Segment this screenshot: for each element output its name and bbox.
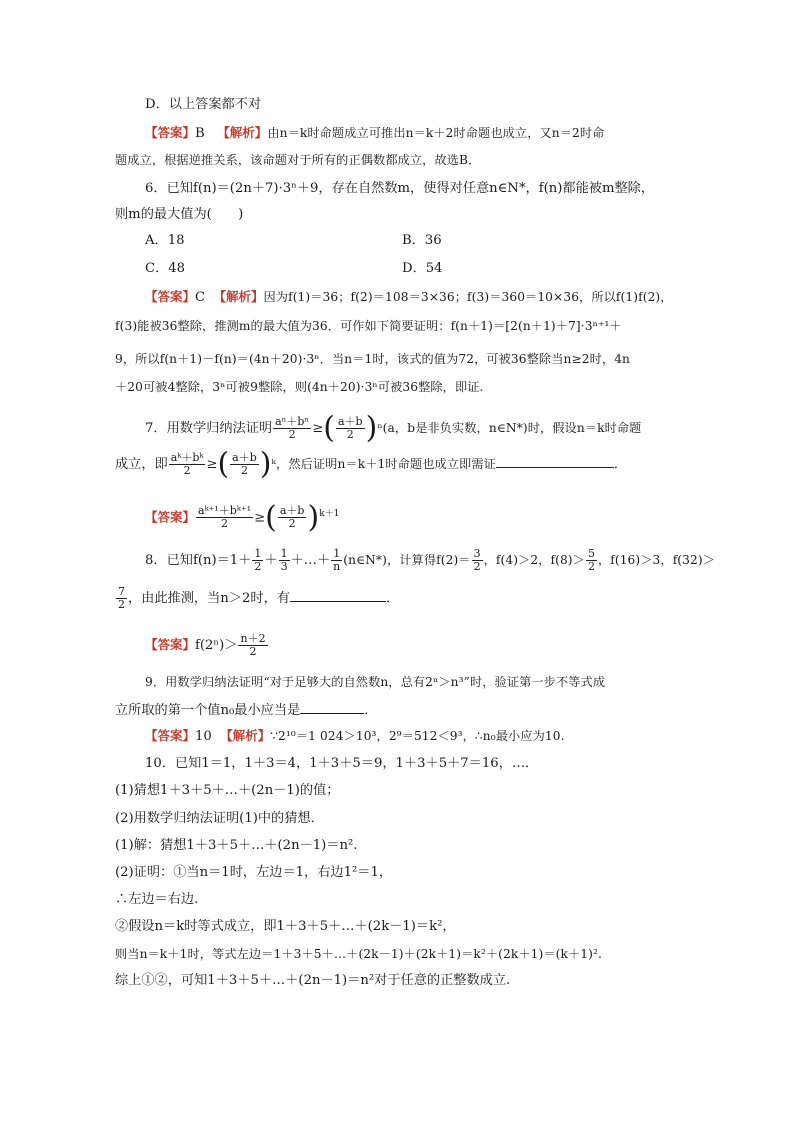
fraction: $\frac{a+b}{2}$ (337, 415, 363, 441)
q5-analysis-cont: 题成立，根据逆推关系，该命题对于所有的正偶数都成立，故选B． (115, 153, 481, 167)
fraction: $\frac{a+b}{2}$ (232, 451, 257, 477)
q10-proof-3: ②假设n＝k时等式成立，即1＋3＋5＋…＋(2k－1)＝k²， (115, 919, 456, 934)
answer-tag: 【答案】 (145, 509, 196, 525)
q10-part1: (1)猜想1＋3＋5＋…＋(2n－1)的值； (115, 783, 340, 798)
q6-answer-line: 【答案】C 【解析】因为f(1)＝36；f(2)＝108＝3×36；f(3)＝360＝10×36，所以f(1)f(2)， (145, 289, 673, 305)
fraction: $\frac{3}{2}$ (473, 547, 481, 573)
q6-analysis-3: 9，所以f(n＋1)－f(n)＝(4n＋20)·3ⁿ．当n＝1时，该式的值为72，可被36整除当n≥2时，4n (115, 352, 630, 366)
answer-tag: 【答案】 (145, 728, 196, 743)
fraction: $\frac{1}{2}$ (254, 547, 262, 573)
fraction: $\frac{\text{aᵏ⁺¹＋bᵏ⁺¹}}{2}$ (198, 504, 252, 531)
q6-analysis-4: ＋20可被4整除，3ⁿ可被9整除，则(4n＋20)·3ⁿ可被36整除，即证. (115, 380, 484, 394)
q10-solution-1: (1)解：猜想1＋3＋5＋…＋(2n－1)＝n². (115, 838, 358, 853)
q7-answer-line: 【答案】 $\frac{\text{aᵏ⁺¹＋bᵏ⁺¹}}{2}$ ≥( $\frac{a+b}{2}$ )$^{k+1}$ (145, 499, 340, 535)
q6-option-b: B．36 (402, 233, 442, 248)
q6-stem-2: 则m的最大值为( ) (115, 207, 244, 222)
q7-stem-2: 成立，即 $\frac{\text{aᵏ＋bᵏ}}{2}$ ≥( $\frac{a+b}{2}$ )ᵏ，然后证明n＝k＋1时命题也成立即需证 ． (115, 446, 628, 482)
fraction: $\frac{\text{aⁿ＋bⁿ}}{2}$ (275, 415, 310, 441)
q10-proof-4: 则当n＝k＋1时，等式左边＝1＋3＋5＋…＋(2k－1)＋(2k＋1)＝k²＋(2k＋1)＝(k＋1)². (115, 947, 602, 961)
answer-tag: 【答案】 (145, 125, 196, 140)
answer-tag: 【答案】 (145, 637, 196, 652)
q10-conclusion: 综上①②，可知1＋3＋5＋…＋(2n－1)＝n²对于任意的正整数成立. (115, 973, 511, 988)
fraction: $\frac{n+2}{2}$ (240, 632, 266, 658)
fraction: $\frac{5}{2}$ (587, 547, 595, 573)
q6-option-d: D．54 (402, 261, 443, 276)
q10-proof-2: ∴左边＝右边. (115, 892, 199, 907)
fill-in-blank[interactable] (300, 699, 364, 714)
q9-stem-1: 9．用数学归纳法证明“对于足够大的自然数n，总有2ⁿ＞n³”时，验证第一步不等式成 (145, 675, 606, 689)
fill-in-blank[interactable] (496, 453, 614, 468)
fraction: $\frac{\text{aᵏ＋bᵏ}}{2}$ (170, 451, 204, 477)
fraction: $\frac{1}{3}$ (280, 547, 288, 573)
q6-option-c: C．48 (145, 261, 186, 276)
fill-in-blank[interactable] (290, 587, 386, 602)
fraction: $\frac{7}{2}$ (118, 585, 125, 611)
q5-answer-line: 【答案】B 【解析】由n＝k时命题成立可推出n＝k＋2时命题也成立，又n＝2时命 (145, 125, 605, 141)
q8-answer-line: 【答案】f(2ⁿ)＞ $\frac{n+2}{2}$ (145, 632, 266, 658)
q10-stem: 10．已知1＝1，1＋3＝4，1＋3＋5＝9，1＋3＋5＋7＝16，…． (145, 756, 539, 771)
q8-stem-1: 8．已知f(n)＝1＋ $\frac{1}{2}$ ＋ $\frac{1}{3}$ ＋…＋ $\frac{1}{n}$ (n∈N*)，计算得f(2)＝ $\frac{3}{2}$ ，f(4)＞2，f(8)＞ $\frac{5}{2}$ ，f(16)＞3，f(32)＞ (145, 547, 716, 573)
analysis-tag: 【解析】 (217, 125, 268, 140)
fraction: $\frac{a+b}{2}$ (279, 504, 305, 531)
q9-answer-line: 【答案】10 【解析】∵2¹⁰＝1 024＞10³，2⁹＝512＜9³，∴n₀最小应为10. (145, 728, 565, 744)
q7-stem-1: 7．用数学归纳法证明 $\frac{\text{aⁿ＋bⁿ}}{2}$ ≥( $\frac{a+b}{2}$ )ⁿ(a，b是非负实数，n∈N*)时，假设n＝k时命题 (145, 410, 642, 446)
q9-stem-2: 立所取的第一个值n₀最小应当是 ． (115, 699, 680, 720)
q10-part2: (2)用数学归纳法证明(1)中的猜想． (115, 811, 324, 826)
analysis-tag: 【解析】 (213, 289, 264, 304)
fraction: $\frac{1}{n}$ (333, 547, 341, 573)
q6-stem-1: 6．已知f(n)＝(2n＋7)·3ⁿ＋9，存在自然数m，使得对任意n∈N*，f(n)都能被m整除， (145, 181, 655, 196)
q6-option-a: A．18 (145, 233, 185, 248)
answer-tag: 【答案】 (145, 289, 196, 304)
q5-option-d: D．以上答案都不对 (145, 97, 262, 112)
q10-proof-1: (2)证明：①当n＝1时，左边＝1，右边1²＝1， (115, 865, 393, 880)
q8-stem-2: $\frac{7}{2}$ ，由此推测，当n＞2时，有 ． (118, 585, 400, 611)
analysis-tag: 【解析】 (220, 728, 271, 743)
q6-analysis-2: f(3)能被36整除，推测m的最大值为36．可作如下简要证明：f(n＋1)＝[2(n＋1)＋7]·3ⁿ⁺¹＋ (115, 319, 622, 333)
